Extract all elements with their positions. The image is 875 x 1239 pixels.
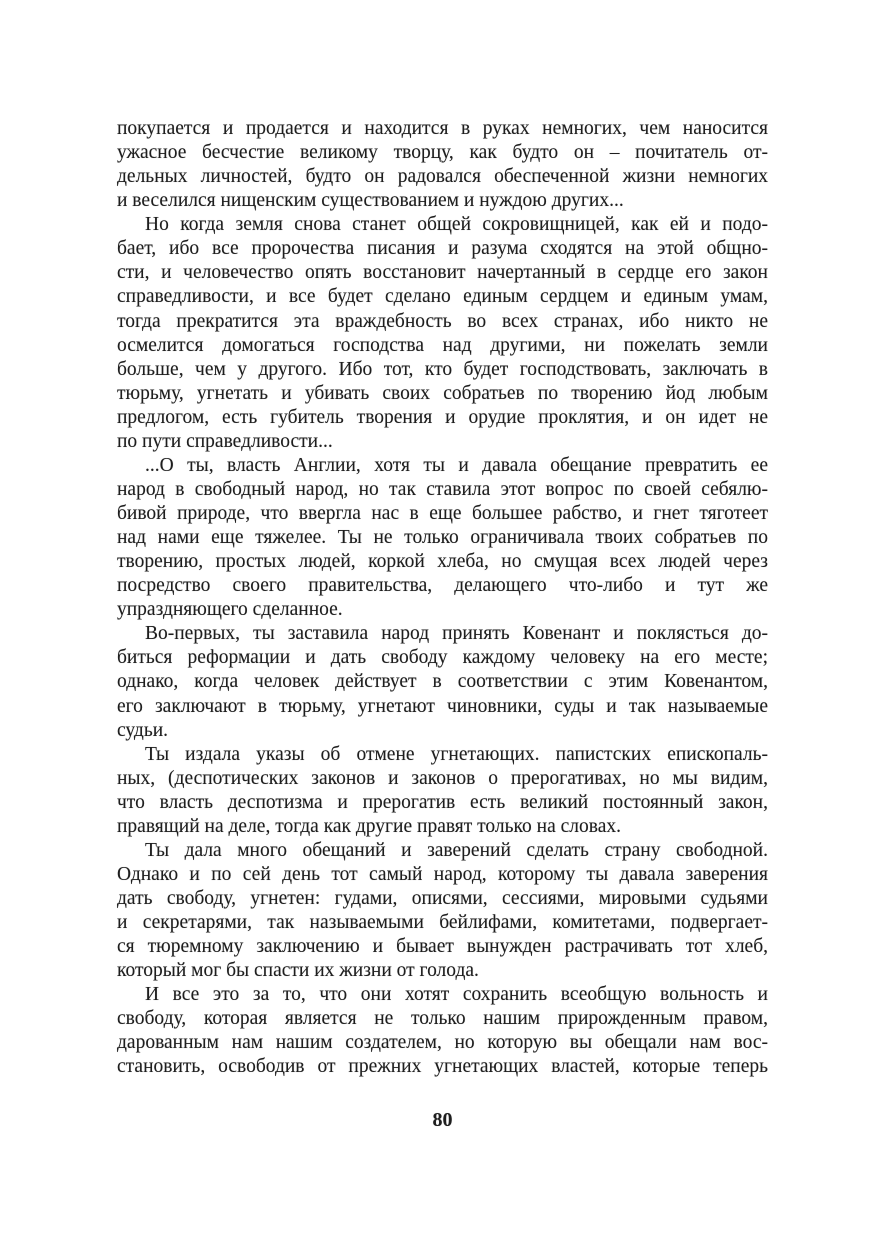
text-line: бает, ибо все пророчества писания и разума сходятся на этой общно- xyxy=(117,238,768,260)
text-line: дарованным нам нашим создателем, но которую вы обещали нам вос- xyxy=(117,1032,768,1054)
text-block xyxy=(117,117,768,1080)
text-line: становить, освободив от прежних угнетающих властей, которые теперь xyxy=(117,1056,768,1078)
text-line: сти, и человечество опять восстановит начертанный в сердце его закон xyxy=(117,262,768,284)
text-line: судьи. xyxy=(117,719,169,741)
text-line: и веселился нищенским существованием и нуждою других... xyxy=(117,190,624,212)
text-line: Во-первых, ты заставила народ принять Ковенант и поклясться до- xyxy=(145,623,768,645)
text-line: Ты издала указы об отмене угнетающих. папистских епископаль- xyxy=(145,743,768,765)
text-line: справедливости, и все будет сделано единым сердцем и единым умам, xyxy=(117,286,768,308)
text-line: осмелится домогаться господства над другими, ни пожелать земли xyxy=(117,334,768,356)
text-line: бивой природе, что ввергла нас в еще большее рабство, и гнет тяготеет xyxy=(117,503,768,524)
text-line: ся тюремному заключению и бывает вынужден растрачивать тот хлеб, xyxy=(117,936,768,958)
text-line: и секретарями, так называемыми бейлифами, комитетами, подвергает- xyxy=(117,912,768,934)
text-line: который мог бы спасти их жизни от голода. xyxy=(117,960,479,982)
text-line: И все это за то, что они хотят сохранить всеобщую вольность и xyxy=(145,984,768,1006)
text-line: дельных личностей, будто он радовался обеспеченной жизни немногих xyxy=(117,166,768,188)
text-line: ужасное бесчестие великому творцу, как будто он – почитатель от- xyxy=(117,142,768,164)
text-line: однако, когда человек действует в соответствии с этим Ковенантом, xyxy=(117,671,768,693)
text-line: Но когда земля снова станет общей сокровищницей, как ей и подо- xyxy=(145,214,768,236)
text-line: творению, простых людей, коркой хлеба, но смущая всех людей через xyxy=(117,551,768,573)
text-line: что власть деспотизма и прерогатив есть великий постоянный закон, xyxy=(117,791,768,813)
text-line: дать свободу, угнетен: гудами, описями, сессиями, мировыми судьями xyxy=(117,888,768,909)
text-line: посредство своего правительства, делающего что-либо и тут же xyxy=(117,575,768,597)
text-line: правящий на деле, тогда как другие правят только на словах. xyxy=(117,815,621,837)
text-line: ...О ты, власть Англии, хотя ты и давала обещание превратить ее xyxy=(145,454,768,476)
text-line: свободу, которая является не только нашим прирожденным правом, xyxy=(117,1008,768,1030)
text-line: народ в свободный народ, но так ставила этот вопрос по своей себялю- xyxy=(117,478,768,500)
text-line: его заключают в тюрьму, угнетают чиновники, суды и так называемые xyxy=(117,695,768,717)
text-line: тогда прекратится эта враждебность во всех странах, ибо никто не xyxy=(117,310,768,332)
text-line: по пути справедливости... xyxy=(117,430,333,452)
text-line: ных, (деспотических законов и законов о прерогативах, но мы видим, xyxy=(117,767,768,789)
text-line: над нами еще тяжелее. Ты не только ограничивала твоих собратьев по xyxy=(117,527,768,549)
text-line: упраздняющего сделанное. xyxy=(117,599,343,621)
text-line: Однако и по сей день тот самый народ, которому ты давала заверения xyxy=(117,863,768,885)
text-line: биться реформации и дать свободу каждому человеку на его месте; xyxy=(117,647,768,669)
text-line: Ты дала много обещаний и заверений сделать страну свободной. xyxy=(145,839,768,861)
page-number: 80 xyxy=(432,1109,453,1131)
text-line: покупается и продается и находится в руках немногих, чем наносится xyxy=(117,118,768,139)
text-line: больше, чем у другого. Ибо тот, кто будет господствовать, заключать в xyxy=(117,358,768,380)
text-line: предлогом, есть губитель творения и орудие проклятия, и он идет не xyxy=(117,406,768,428)
text-line: тюрьму, угнетать и убивать своих собратьев по творению йод любым xyxy=(117,382,768,404)
